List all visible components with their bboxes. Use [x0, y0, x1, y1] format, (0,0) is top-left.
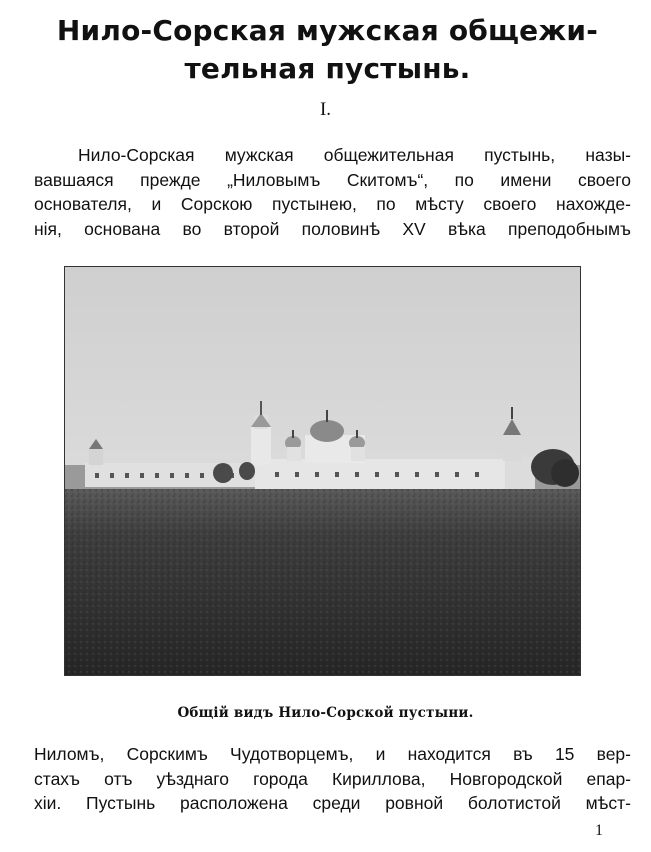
paragraph-line: Ниломъ, Сорскимъ Чудотворцемъ, и находится въ 15 вер- [34, 744, 631, 764]
figure-caption: Общій видъ Нило-Сорской пустыни. [177, 705, 474, 721]
monastery-photo [64, 266, 581, 676]
monastery-photo-image [65, 267, 580, 675]
page-number: 1 [595, 822, 603, 839]
paragraph-line: вавшаяся прежде „Ниловымъ Скитомъ“, по имени своего [34, 169, 631, 190]
page-title [18, 12, 637, 88]
paragraph-line: хіи. Пустынь расположена среди ровной болотистой мѣст- [34, 793, 631, 813]
section-number: I. [319, 99, 332, 120]
paragraph-line: основателя, и Сорскою пустынею, по мѣсту своего нахожде- [34, 194, 631, 214]
title-line-1: Нило-Сорская мужская общежи- [56, 14, 599, 47]
title-line-2: тельная пустынь. [184, 52, 471, 85]
paragraph-line: нія, основана во второй половинѣ XV вѣка преподобнымъ [34, 218, 631, 239]
paragraph-line: Нило-Сорская мужская общежительная пустынь, назы- [78, 145, 631, 165]
paragraph-line: стахъ отъ уѣзднаго города Кириллова, Новгородской епар- [34, 768, 631, 789]
paragraph-intro [34, 143, 631, 241]
paragraph-continuation [34, 742, 631, 816]
